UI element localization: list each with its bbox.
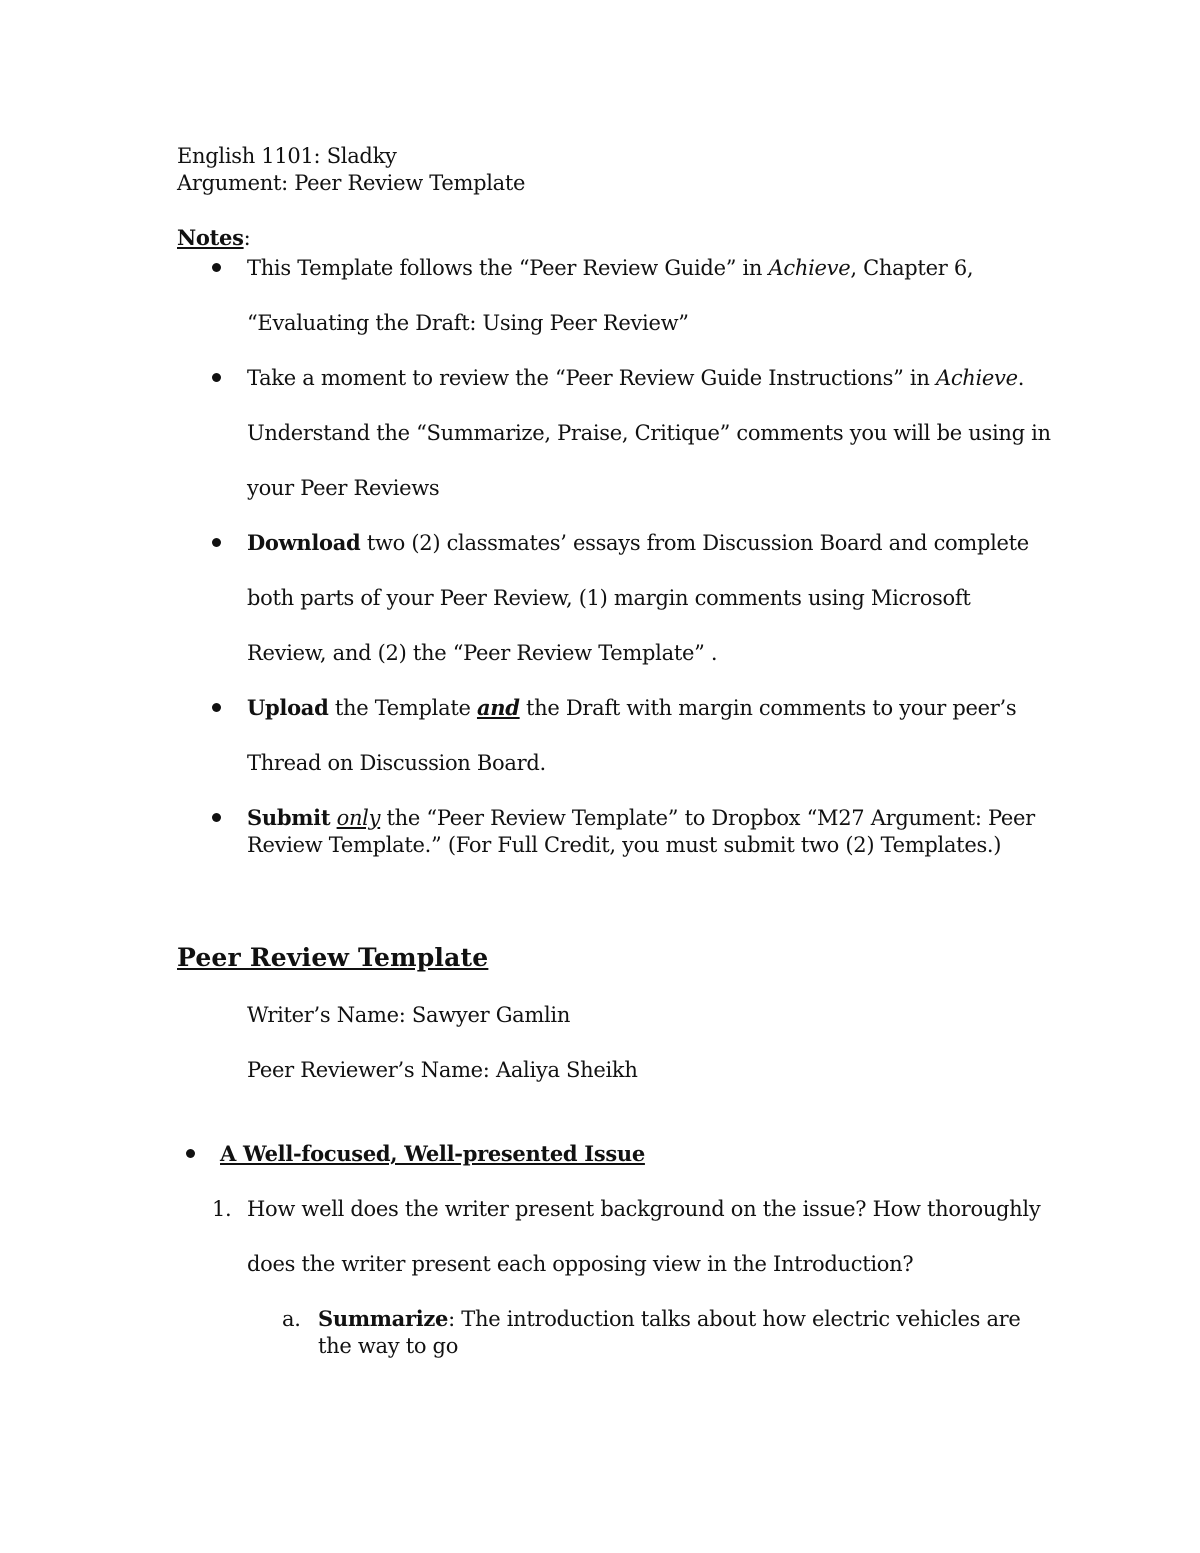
note-text: the Template <box>328 696 477 720</box>
note-text: two (2) classmates’ essays from Discussion Board and complete <box>360 531 1029 555</box>
bullet-icon <box>212 813 221 822</box>
note-2-line-1 <box>247 364 1024 392</box>
bullet-icon <box>212 703 221 712</box>
note-1-line-1 <box>247 254 973 282</box>
template-heading: Peer Review Template <box>177 943 489 972</box>
summarize-label: Summarize <box>318 1306 449 1331</box>
reviewer-name: Peer Reviewer’s Name: Aaliya Sheikh <box>247 1058 638 1082</box>
writer-name: Writer’s Name: Sawyer Gamlin <box>247 1003 571 1027</box>
question-number: 1. <box>212 1197 232 1221</box>
notes-label-colon: : <box>243 226 251 250</box>
bullet-icon <box>212 263 221 272</box>
question-line-1: How well does the writer present background on the issue? How thoroughly <box>247 1197 1041 1221</box>
submit-keyword: Submit <box>247 805 331 830</box>
note-3-line-2: both parts of your Peer Review, (1) margin comments using Microsoft <box>247 586 971 610</box>
note-text: , Chapter 6, <box>850 256 974 280</box>
notes-label <box>177 224 250 252</box>
answer-text: : The introduction talks about how electric vehicles are <box>448 1307 1021 1331</box>
bullet-icon <box>186 1149 195 1158</box>
assignment-title: Argument: Peer Review Template <box>177 171 526 195</box>
upload-keyword: Upload <box>247 695 329 720</box>
note-5-line-1 <box>247 804 1035 832</box>
achieve-title: Achieve <box>768 256 851 280</box>
note-1-line-2: “Evaluating the Draft: Using Peer Review” <box>247 311 689 335</box>
answer-line-1 <box>318 1305 1021 1333</box>
bullet-icon <box>212 538 221 547</box>
note-text: the Draft with margin comments to your peer’s <box>519 696 1017 720</box>
note-3-line-3: Review, and (2) the “Peer Review Template” . <box>247 641 718 665</box>
note-2-line-3: your Peer Reviews <box>247 476 440 500</box>
course-title: English 1101: Sladky <box>177 144 397 168</box>
and-emphasis: and <box>476 695 520 720</box>
note-4-line-2: Thread on Discussion Board. <box>247 751 546 775</box>
note-text: the “Peer Review Template” to Dropbox “M27 Argument: Peer <box>380 806 1035 830</box>
bullet-icon <box>212 373 221 382</box>
download-keyword: Download <box>247 530 361 555</box>
note-3-line-1 <box>247 529 1029 557</box>
note-5-line-2: Review Template.” (For Full Credit, you must submit two (2) Templates.) <box>247 833 1002 857</box>
answer-line-2: the way to go <box>318 1334 459 1358</box>
note-4-line-1 <box>247 694 1016 722</box>
answer-letter: a. <box>282 1307 301 1331</box>
note-text: . <box>1017 366 1025 390</box>
notes-label-text: Notes <box>177 225 244 250</box>
note-text: This Template follows the “Peer Review Guide” in <box>247 256 769 280</box>
question-line-2: does the writer present each opposing view in the Introduction? <box>247 1252 914 1276</box>
note-text: Take a moment to review the “Peer Review Guide Instructions” in <box>247 366 936 390</box>
section-title: A Well-focused, Well-presented Issue <box>220 1141 645 1166</box>
achieve-title: Achieve <box>935 366 1018 390</box>
only-emphasis: only <box>336 806 381 830</box>
note-2-line-2: Understand the “Summarize, Praise, Critique” comments you will be using in <box>247 421 1051 445</box>
